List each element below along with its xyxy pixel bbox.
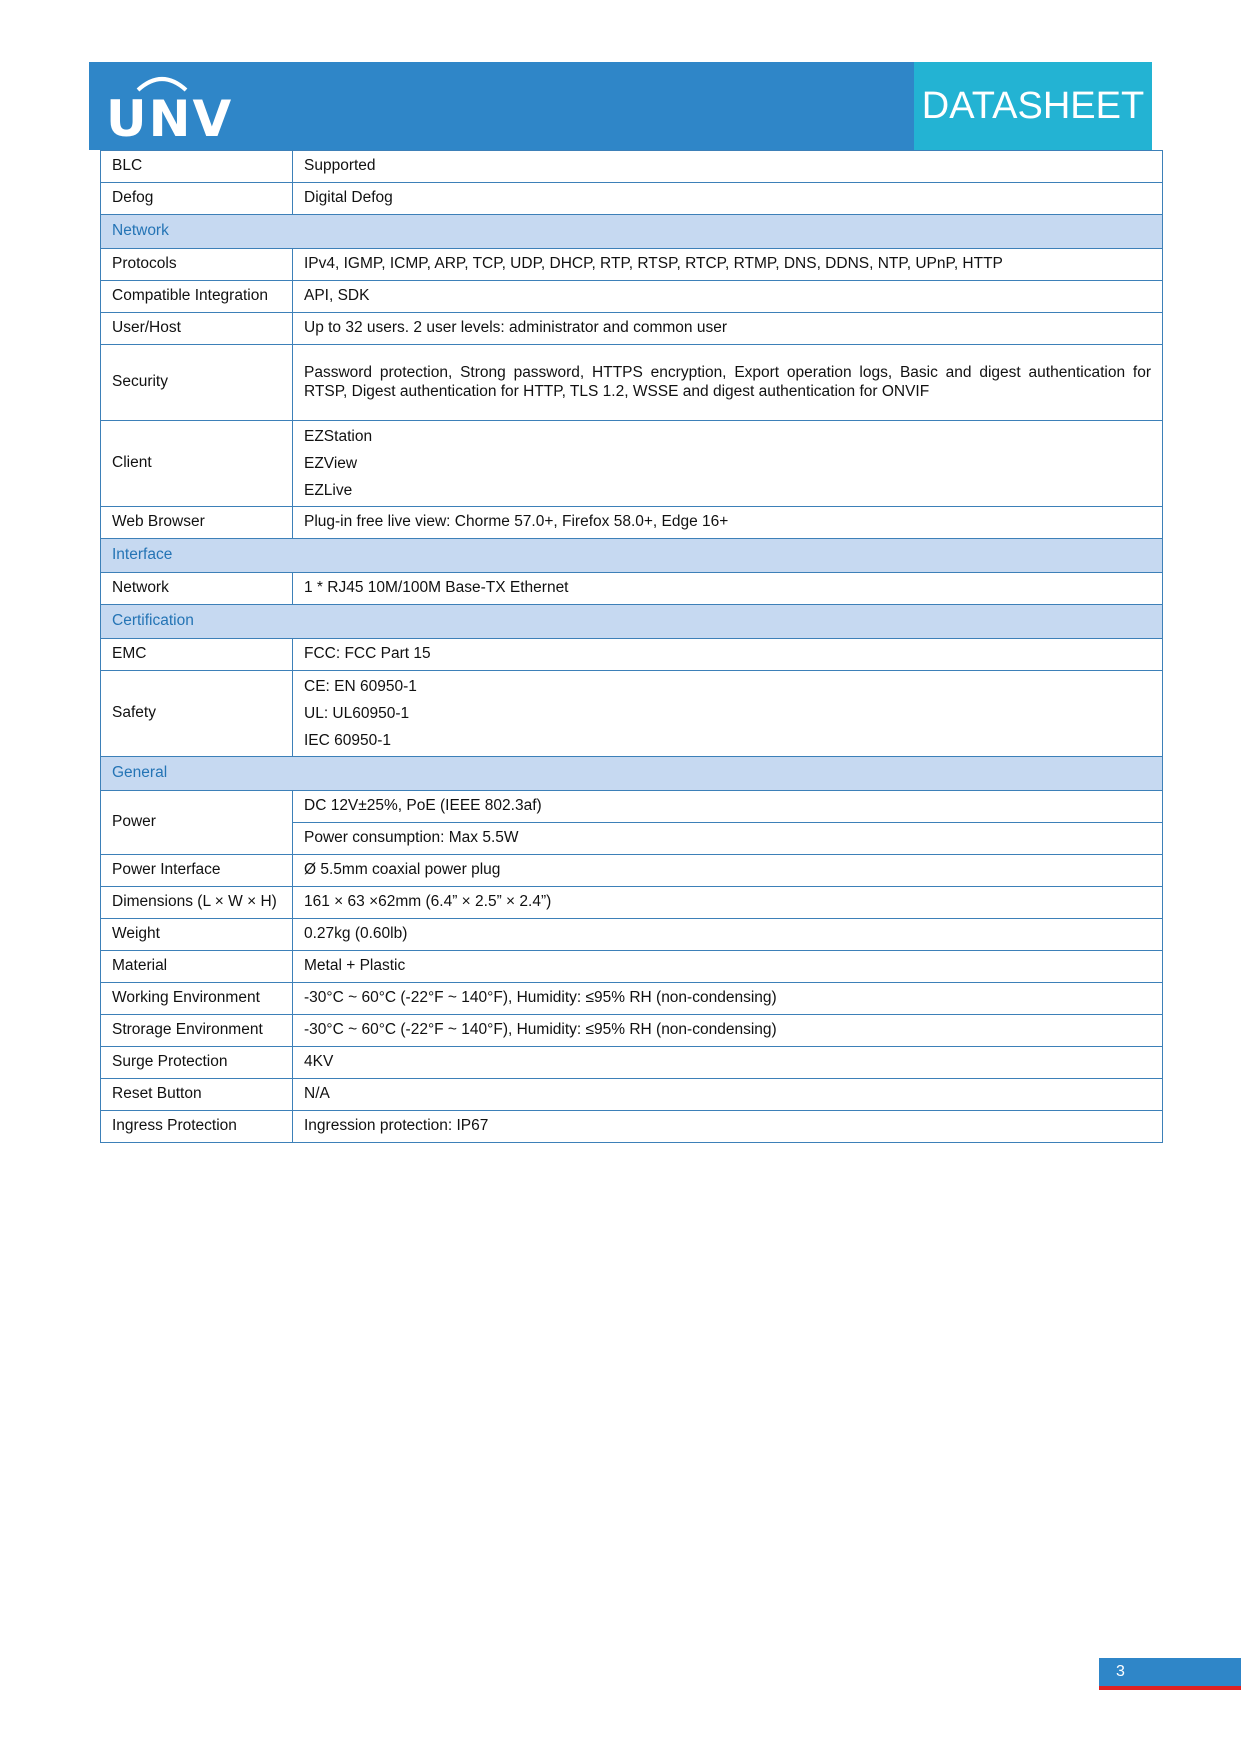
section-header-general: [101, 757, 1163, 791]
row-value: -30°C ~ 60°C (-22°F ~ 140°F), Humidity: ≤95% RH (non-condensing): [293, 983, 1163, 1015]
safety-item: UL: UL60950-1: [304, 705, 410, 722]
table-row: [101, 887, 1163, 919]
row-label: Dimensions (L × W × H): [101, 887, 293, 919]
section-header-certification: [101, 605, 1163, 639]
row-value: Plug-in free live view: Chorme 57.0+, Firefox 58.0+, Edge 16+: [293, 507, 1163, 539]
table-row: [101, 951, 1163, 983]
row-value: 0.27kg (0.60lb): [293, 919, 1163, 951]
row-value: N/A: [293, 1079, 1163, 1111]
row-value: IPv4, IGMP, ICMP, ARP, TCP, UDP, DHCP, RTP, RTSP, RTCP, RTMP, DNS, DDNS, NTP, UPnP, HTTP: [293, 249, 1163, 281]
row-label: Client: [101, 421, 293, 507]
row-value: Supported: [293, 151, 1163, 183]
section-title: General: [101, 757, 1163, 791]
row-label: User/Host: [101, 313, 293, 345]
row-value: 4KV: [293, 1047, 1163, 1079]
table-row: [101, 183, 1163, 215]
section-header-network: [101, 215, 1163, 249]
row-value: Ingression protection: IP67: [293, 1111, 1163, 1143]
table-row: [101, 1015, 1163, 1047]
row-value: Up to 32 users. 2 user levels: administrator and common user: [293, 313, 1163, 345]
table-row: [101, 573, 1163, 605]
table-row: [101, 281, 1163, 313]
row-label: Defog: [101, 183, 293, 215]
client-item: EZView: [304, 455, 358, 472]
row-value: API, SDK: [293, 281, 1163, 313]
table-row: [101, 919, 1163, 951]
row-label: EMC: [101, 639, 293, 671]
row-value: -30°C ~ 60°C (-22°F ~ 140°F), Humidity: ≤95% RH (non-condensing): [293, 1015, 1163, 1047]
row-label: Surge Protection: [101, 1047, 293, 1079]
table-row: [101, 345, 1163, 421]
row-label: Power: [101, 791, 293, 855]
table-row: [101, 639, 1163, 671]
section-title: Certification: [101, 605, 1163, 639]
table-row: [101, 249, 1163, 281]
table-row: [101, 507, 1163, 539]
table-row: [101, 671, 1163, 757]
row-value: 1 * RJ45 10M/100M Base-TX Ethernet: [293, 573, 1163, 605]
spec-table: [100, 150, 1163, 1143]
section-title: Interface: [101, 539, 1163, 573]
row-label: Reset Button: [101, 1079, 293, 1111]
row-value: 161 × 63 ×62mm (6.4” × 2.5” × 2.4”): [293, 887, 1163, 919]
row-value: Digital Defog: [293, 183, 1163, 215]
safety-item: IEC 60950-1: [304, 732, 392, 749]
page-header: [89, 62, 1152, 150]
logo-arc-icon: [134, 72, 190, 92]
section-title: Network: [101, 215, 1163, 249]
table-row: [101, 151, 1163, 183]
row-label: Material: [101, 951, 293, 983]
logo-text: UNV: [106, 90, 234, 148]
row-label: Weight: [101, 919, 293, 951]
row-label: Safety: [101, 671, 293, 757]
page-number: 3: [1099, 1658, 1241, 1690]
row-label: Security: [101, 345, 293, 421]
row-value: DC 12V±25%, PoE (IEEE 802.3af): [293, 791, 1163, 823]
table-row: [101, 1047, 1163, 1079]
row-label: Strorage Environment: [101, 1015, 293, 1047]
table-row: [101, 1111, 1163, 1143]
row-value: [293, 421, 1163, 507]
row-value: Power consumption: Max 5.5W: [293, 823, 1163, 855]
section-header-interface: [101, 539, 1163, 573]
row-label: BLC: [101, 151, 293, 183]
row-value: Ø 5.5mm coaxial power plug: [293, 855, 1163, 887]
table-row: [101, 791, 1163, 823]
table-row: [101, 313, 1163, 345]
row-value: FCC: FCC Part 15: [293, 639, 1163, 671]
table-row: [101, 983, 1163, 1015]
unv-logo: [106, 72, 234, 148]
client-item: EZStation: [304, 428, 373, 445]
row-label: Power Interface: [101, 855, 293, 887]
row-label: Working Environment: [101, 983, 293, 1015]
row-label: Ingress Protection: [101, 1111, 293, 1143]
row-label: Network: [101, 573, 293, 605]
row-value: Metal + Plastic: [293, 951, 1163, 983]
table-row: [101, 1079, 1163, 1111]
row-value: Password protection, Strong password, HTTPS encryption, Export operation logs, Basic and digest authentication for RTSP, Digest authentication for HTTP, TLS 1.2, WSSE and digest authentication for ONVIF: [293, 345, 1163, 421]
row-value: [293, 671, 1163, 757]
safety-item: CE: EN 60950-1: [304, 678, 417, 695]
table-row: [101, 421, 1163, 507]
row-label: Compatible Integration: [101, 281, 293, 313]
client-item: EZLive: [304, 482, 353, 499]
row-label: Web Browser: [101, 507, 293, 539]
row-label: Protocols: [101, 249, 293, 281]
datasheet-badge: DATASHEET: [914, 62, 1152, 150]
table-row: [101, 855, 1163, 887]
